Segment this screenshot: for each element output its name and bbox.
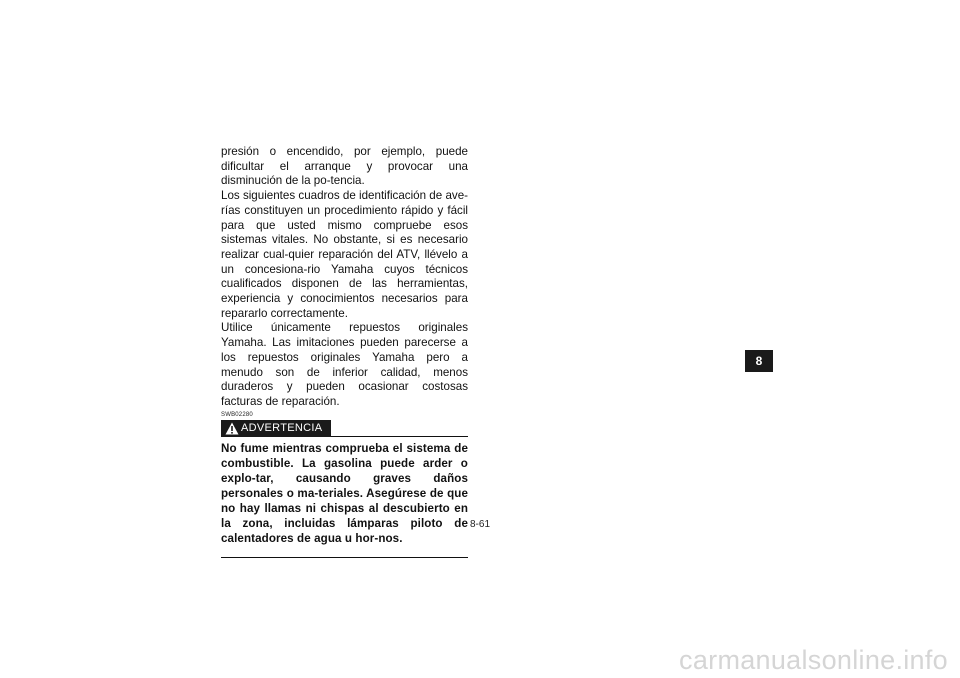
paragraph: presión o encendido, por ejemplo, puede dificultar el arranque y provocar una disminución de la po-tencia. (221, 145, 468, 188)
warning-text: No fume mientras comprueba el sistema de combustible. La gasolina puede arder o explo-tar, causando graves daños personales o ma-teriales. Asegúrese de que no hay llamas ni chispas al descubierto en la zona, incluidas lámparas piloto de calentadores de agua u hor-nos. (221, 441, 468, 545)
page-number: 8-61 (470, 519, 491, 530)
paragraph: Utilice únicamente repuestos originales Yamaha. Las imitaciones pueden parecerse a los repuestos originales Yamaha pero a menudo son de inferior calidad, menos duraderos y pueden ocasionar costosas facturas de reparación. (221, 321, 468, 408)
warning-code: SWB02280 (221, 411, 253, 418)
paragraph: Los siguientes cuadros de identificación de ave-rías constituyen un procedimiento rápido y fácil para que usted mismo compruebe esos sistemas vitales. No obstante, si es necesario realizar cual-quier reparación del ATV, llévelo a un concesiona-rio Yamaha cuyos técnicos cualificados disponen de las herramientas, experiencia y conocimientos necesarios para repararlo correctamente. (221, 189, 468, 320)
chapter-tab: 8 (745, 350, 773, 372)
watermark: carmanualsonline.info (679, 645, 948, 675)
warning-label: ADVERTENCIA (241, 421, 323, 434)
warning-triangle-icon (225, 422, 239, 435)
text-column (221, 145, 468, 558)
warning-header (221, 420, 468, 438)
warning-label-box (221, 420, 331, 437)
warning-end-rule (221, 557, 468, 558)
warning-rule (331, 436, 468, 437)
